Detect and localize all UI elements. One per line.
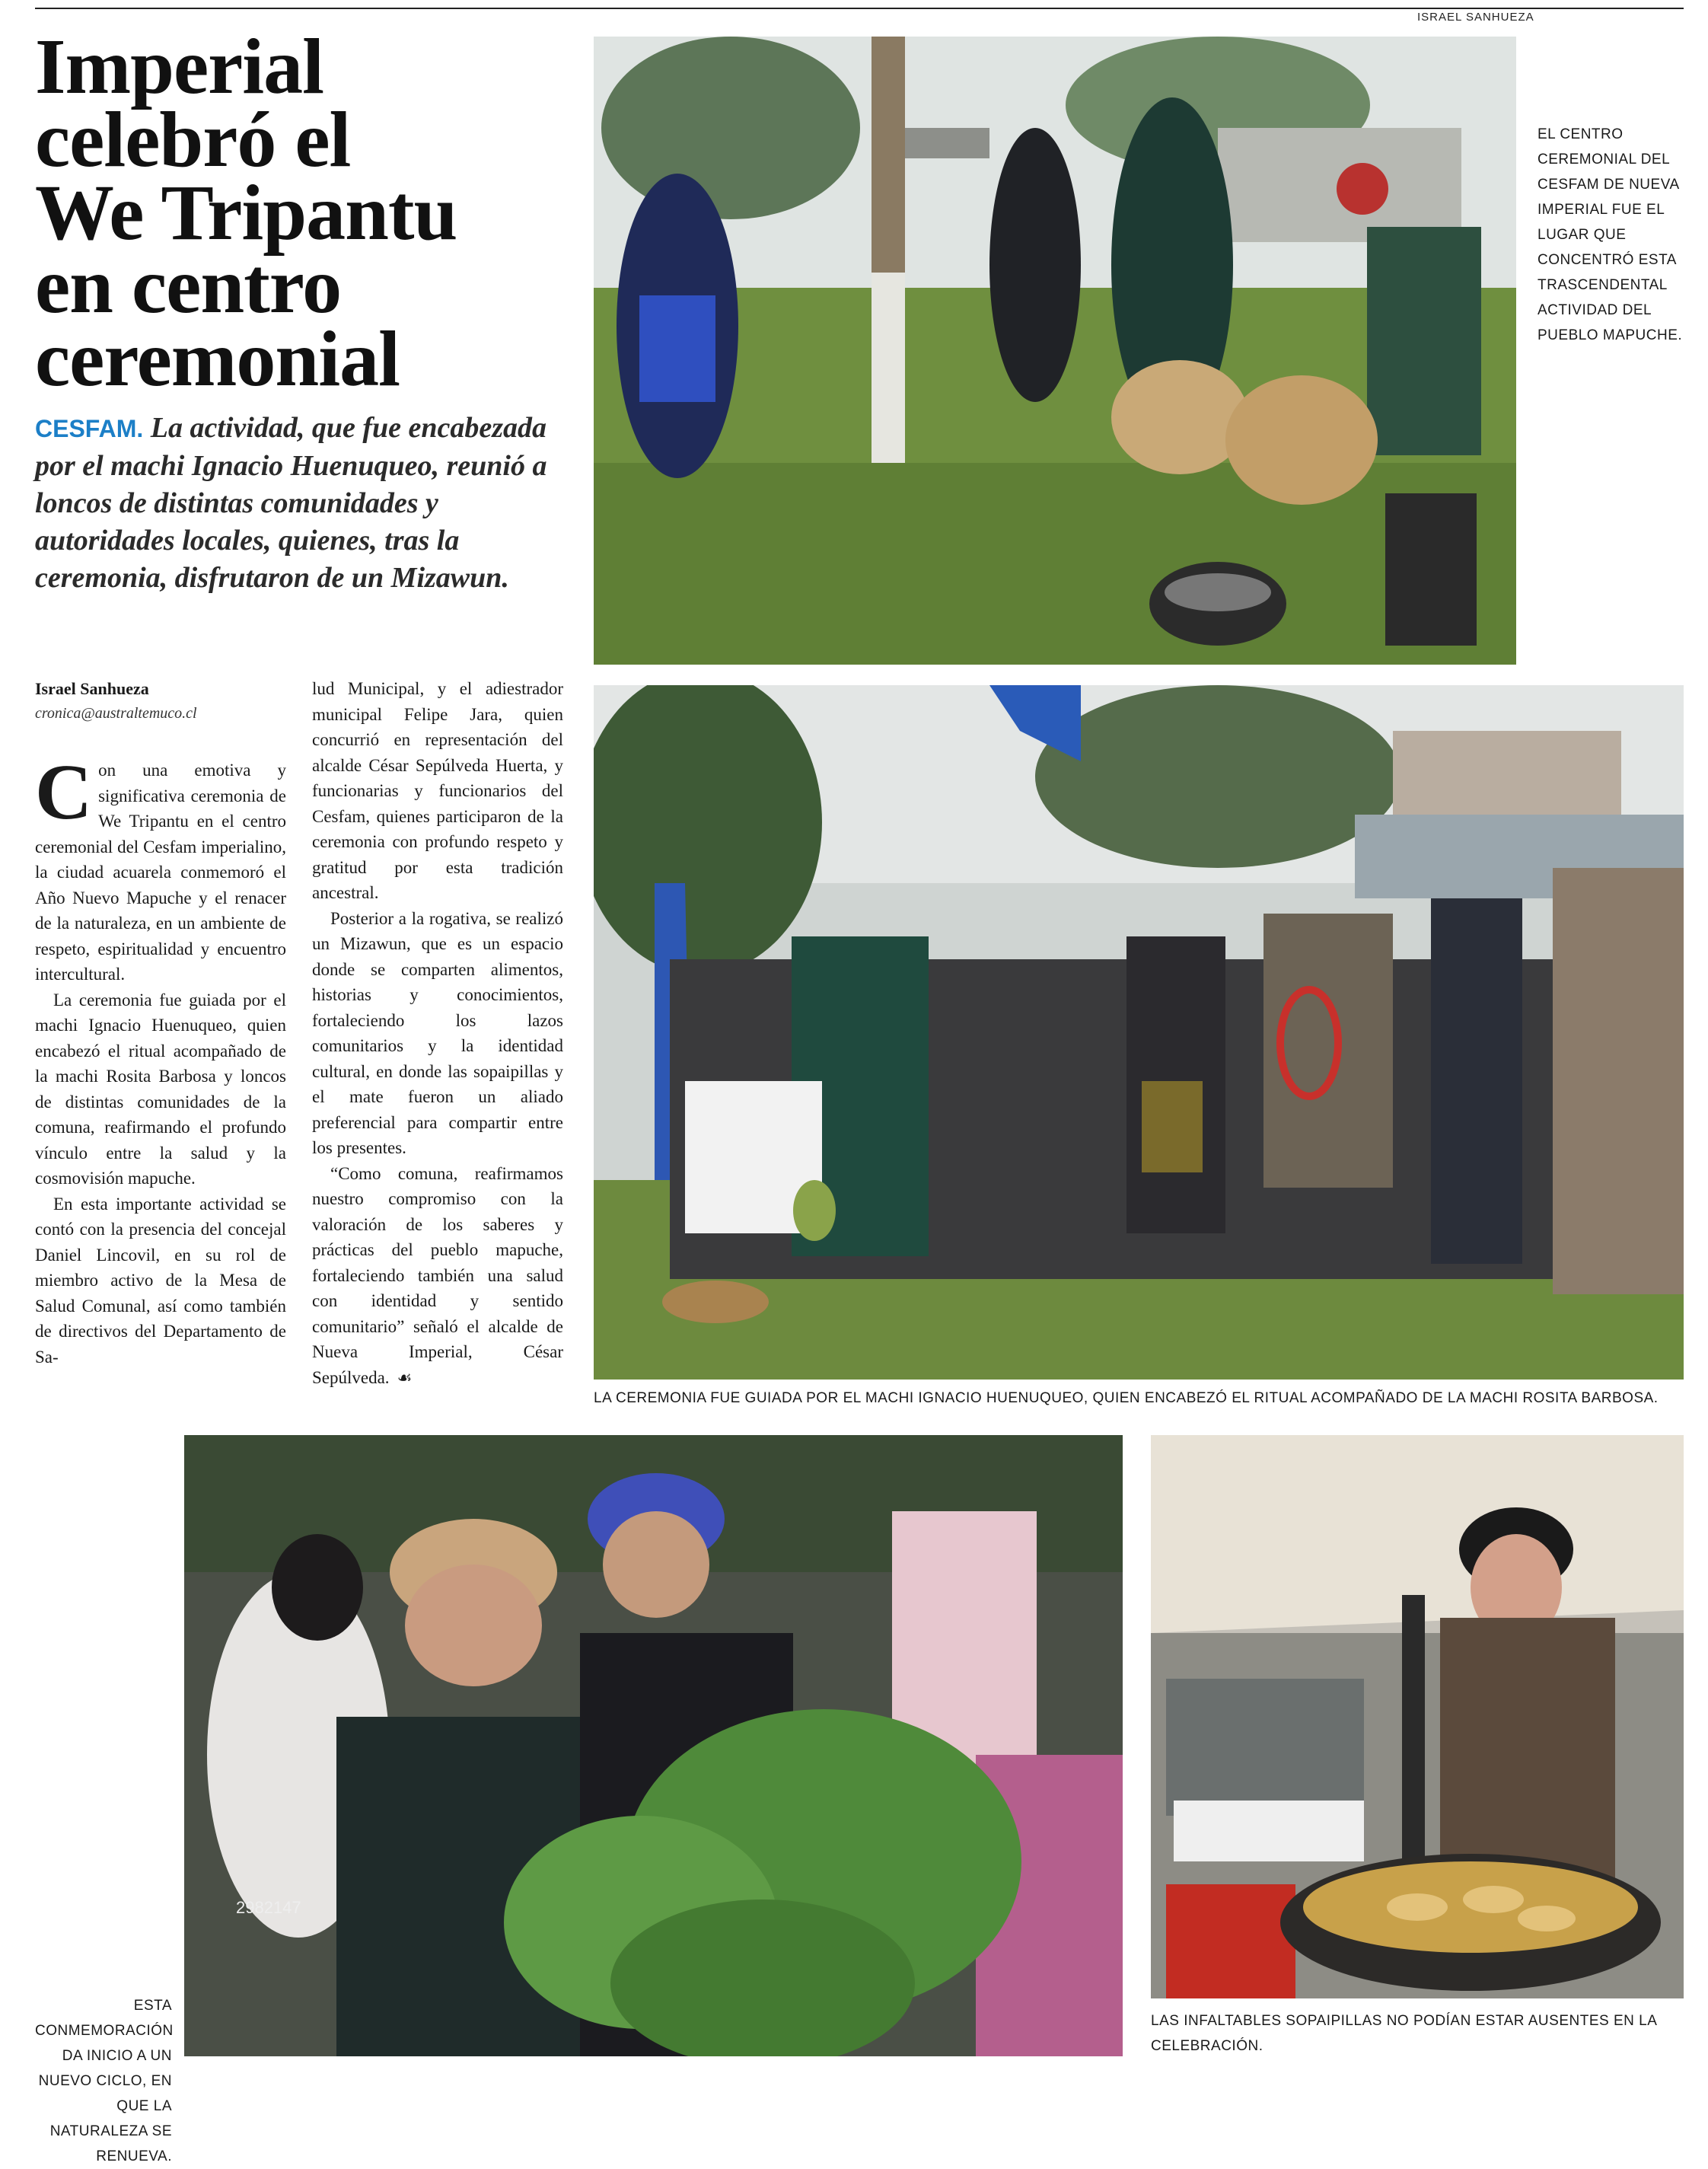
headline-line-5: ceremonial [35,315,400,403]
end-mark-icon: ☙ [397,1367,413,1387]
body-paragraph: Con una emotiva y significativa ceremonia de We Tripantu en el centro ceremonial del Cesfam imperialino, la ciudad acuarela conmemoró el Año Nuevo Mapuche y el renacer de la naturaleza, en un ambiente de respeto, espiritualidad y encuentro intercultural. [35,748,286,984]
byline-author: Israel Sanhueza [35,679,149,698]
body-paragraph: Posterior a la rogativa, se realizó un Mizawun, que es un espacio donde se comparten alimentos, historias y conocimientos, fortaleciendo los lazos comunitarios y la identidad cultural, en donde las sopaipillas y el mate fueron un aliado preferencial para compartir entre los presentes. [312,908,563,1157]
photo-watermark: 2982147 [236,1898,301,1917]
byline-email: cronica@australtemuco.cl [35,705,197,722]
caption-photo-4: LAS INFALTABLES SOPAIPILLAS NO PODÍAN ESTAR AUSENTES EN LA CELEBRACIÓN. [1151,2013,1657,2054]
body-paragraph: En esta importante actividad se contó con la presencia del concejal Daniel Lincovil, en su rol de miembro activo de la Mesa de Salud Comunal, así como también de directivos del Departamento de Sa- [35,1194,286,1367]
top-rule [35,8,1684,9]
photo-ceremony-drums [594,37,1516,665]
headline-line-2: celebró el [35,96,351,183]
caption-photo-3: ESTA CONMEMORACIÓN DA INICIO A UN NUEVO CICLO, EN QUE LA NATURALEZA SE RENUEVA. [35,1998,174,2164]
body-column-2 [312,676,563,1390]
caption-photo-1: EL CENTRO CEREMONIAL DEL CESFAM DE NUEVA IMPERIAL FUE EL LUGAR QUE CONCENTRÓ ESTA TRASCENDENTAL ACTIVIDAD DEL PUEBLO MAPUCHE. [1538,126,1683,343]
photo-women-leaves [184,1435,1123,2056]
body-paragraph: La ceremonia fue guiada por el machi Ignacio Huenuqueo, quien encabezó el ritual acompañado de la machi Rosita Barbosa y loncos de distintas comunidades de la comuna, reafirmando el profundo vínculo entre la salud y la cosmovisión mapuche. [35,990,286,1188]
headline-line-1: Imperial [35,23,324,110]
photo-ceremony-group [594,685,1684,1380]
caption-photo-2: LA CEREMONIA FUE GUIADA POR EL MACHI IGNACIO HUENUQUEO, QUIEN ENCABEZÓ EL RITUAL ACOMPAÑADO DE LA MACHI ROSITA BARBOSA. [594,1390,1659,1406]
deck-kicker: CESFAM. [35,415,144,442]
headline-line-4: en centro [35,242,342,330]
body-column-1 [35,748,286,1370]
photo-sopaipillas [1151,1435,1684,1998]
body-paragraph: lud Municipal, y el adiestrador municipal Felipe Jara, quien concurrió en representación del alcalde César Sepúlveda Huerta, y funcionarias y funcionarios del Cesfam, quienes participaron de la ceremonia con profundo respeto y gratitud por esta tradición ancestral. [312,679,563,902]
drop-cap: C [35,748,93,836]
headline-line-3: We Tripantu [35,169,457,257]
deck [35,410,553,597]
body-paragraph: “Como comuna, reafirmamos nuestro compromiso con la valoración de los saberes y prácticas del pueblo mapuche, fortaleciendo también una salud con identidad y sentido comunitario” señaló el alcalde de Nueva Imperial, César Sepúlveda. ☙ [312,1163,563,1387]
headline [35,23,583,403]
photo-credit: ISRAEL SANHUEZA [1417,11,1534,24]
deck-text: La actividad, que fue encabezada por el machi Ignacio Huenuqueo, reunió a loncos de distintas comunidades y autoridades locales, quienes, tras la ceremonia, disfrutaron de un Mizawun. [35,412,547,594]
